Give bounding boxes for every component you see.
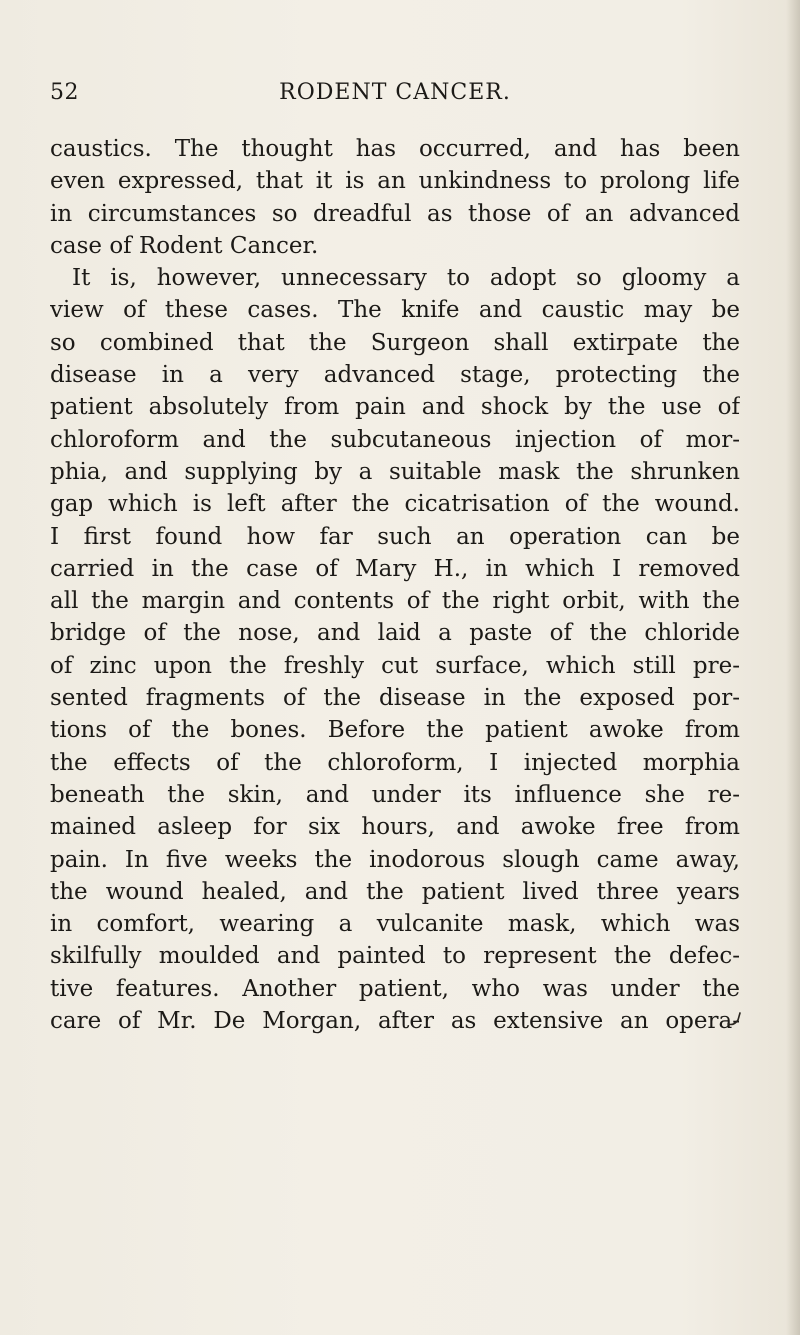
text-line: the effects of the chloroform, I injected morphia bbox=[50, 749, 740, 776]
text-line: skilfully moulded and painted to represent the defec- bbox=[50, 943, 740, 970]
running-title: RODENT CANCER. bbox=[279, 80, 511, 105]
page-header bbox=[50, 80, 740, 114]
text-line: even expressed, that it is an unkindness to prolong life bbox=[50, 168, 740, 195]
text-line: phia, and supplying by a suitable mask the shrunken bbox=[50, 458, 740, 485]
page-number: 52 bbox=[50, 80, 79, 105]
text-line: beneath the skin, and under its influence she re- bbox=[50, 781, 740, 808]
text-line: chloroform and the subcutaneous injection of mor- bbox=[50, 426, 740, 453]
text-line: disease in a very advanced stage, protecting the bbox=[50, 362, 740, 389]
text-line: pain. In five weeks the inodorous slough came away, bbox=[50, 846, 740, 873]
text-line: in circumstances so dreadful as those of an advanced bbox=[50, 200, 740, 227]
page-edge-shadow bbox=[786, 0, 800, 1335]
text-line: of zinc upon the freshly cut surface, which still pre- bbox=[50, 652, 740, 679]
text-line: tions of the bones. Before the patient awoke from bbox=[50, 717, 740, 744]
text-line: caustics. The thought has occurred, and has been bbox=[50, 136, 740, 162]
text-line: carried in the case of Mary H., in which I removed bbox=[50, 555, 740, 582]
text-line: so combined that the Surgeon shall extirpate the bbox=[50, 329, 740, 356]
body-text bbox=[50, 133, 740, 1037]
text-line: all the margin and contents of the right orbit, with the bbox=[50, 588, 740, 615]
text-line: case of Rodent Cancer. bbox=[50, 232, 319, 259]
text-line: view of these cases. The knife and caustic may be bbox=[50, 297, 740, 324]
text-line: bridge of the nose, and laid a paste of the chloride bbox=[50, 620, 740, 647]
text-line: mained asleep for six hours, and awoke free from bbox=[50, 814, 740, 841]
ink-hook-mark bbox=[726, 1010, 742, 1028]
text-line: I first found how far such an operation can be bbox=[50, 523, 740, 550]
text-line: patient absolutely from pain and shock by the use of bbox=[50, 394, 740, 421]
text-line: care of Mr. De Morgan, after as extensive an opera- bbox=[50, 1008, 740, 1035]
text-line: tive features. Another patient, who was under the bbox=[50, 975, 740, 1002]
text-line: the wound healed, and the patient lived three years bbox=[50, 878, 740, 905]
text-line: in comfort, wearing a vulcanite mask, which was bbox=[50, 911, 740, 938]
text-line: sented fragments of the disease in the exposed por- bbox=[50, 685, 740, 712]
text-line: It is, however, unnecessary to adopt so gloomy a bbox=[72, 265, 740, 292]
text-line: gap which is left after the cicatrisation of the wound. bbox=[50, 491, 740, 518]
